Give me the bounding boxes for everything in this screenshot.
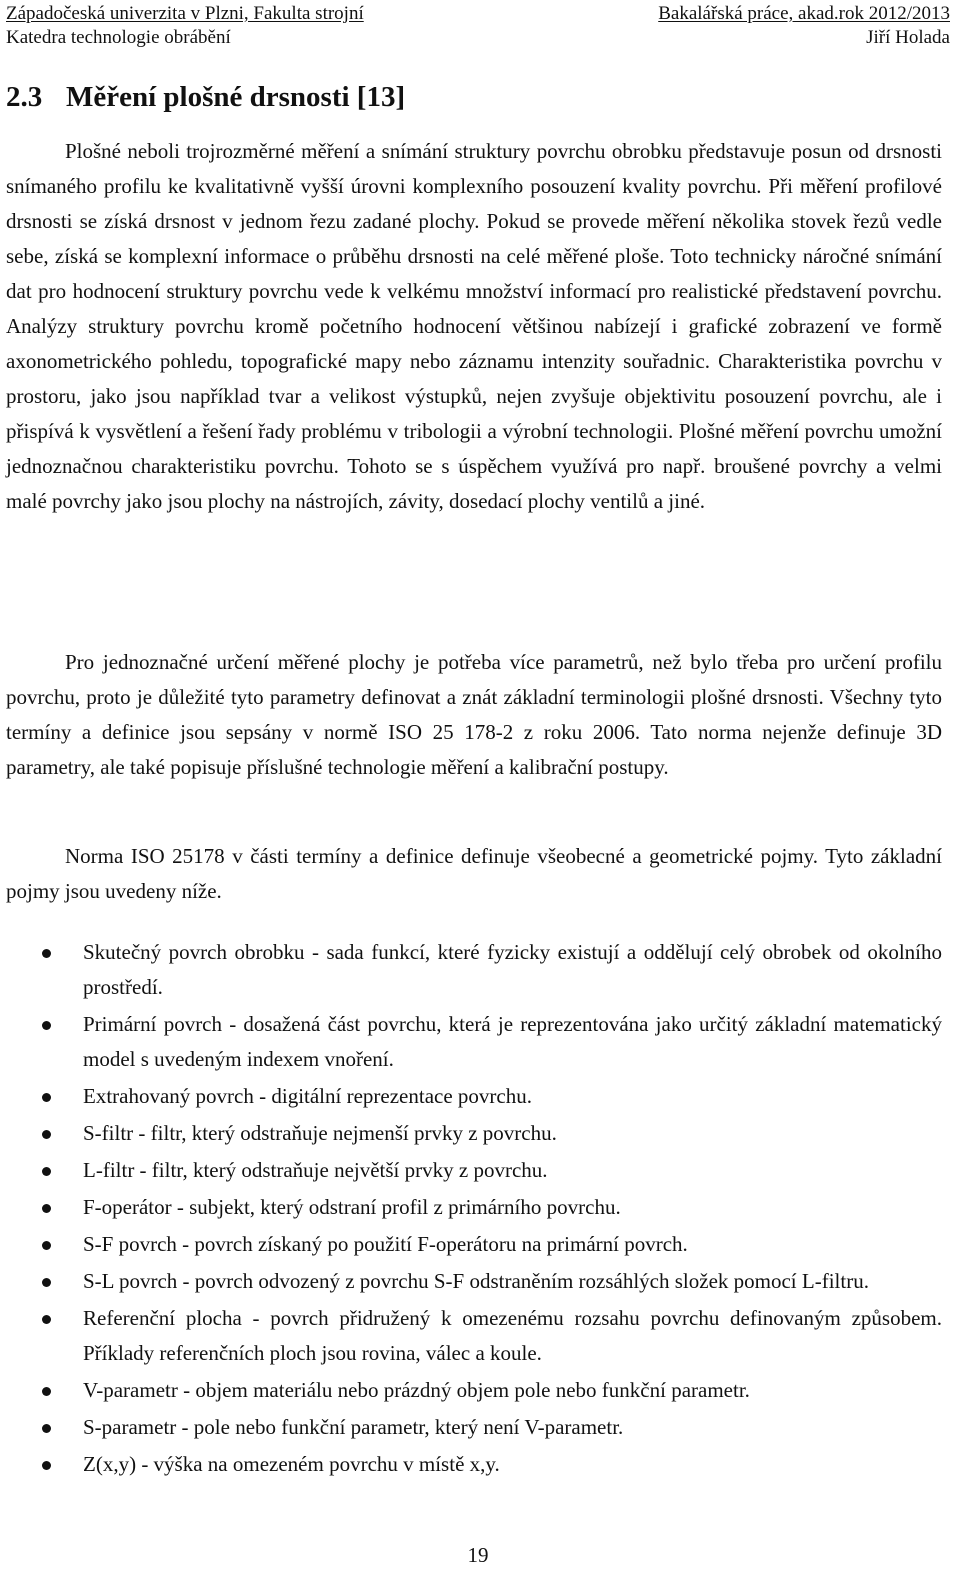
definitions-list [6, 935, 942, 1484]
list-item-text: Referenční plocha - povrch přidružený k omezenému rozsahu povrchu definovaným způsobem. Příklady referenčních ploch jsou rovina, válec a koule. [83, 1306, 942, 1365]
list-item [6, 1410, 942, 1445]
list-item-text: Z(x,y) - výška na omezeném povrchu v místě x,y. [83, 1452, 500, 1476]
bullet-icon [42, 1424, 51, 1433]
list-item [6, 1373, 942, 1408]
list-item-text: Skutečný povrch obrobku - sada funkcí, které fyzicky existují a oddělují celý obrobek od okolního prostředí. [83, 940, 942, 999]
list-item [6, 1079, 942, 1114]
list-item-text: S-F povrch - povrch získaný po použití F-operátoru na primární povrch. [83, 1232, 688, 1256]
list-item [6, 1116, 942, 1151]
page-header [6, 2, 950, 50]
header-row-top [6, 2, 950, 26]
header-department: Katedra technologie obrábění [6, 27, 231, 48]
page-number: 19 [467, 1543, 489, 1567]
header-row-bottom [6, 26, 950, 50]
header-university: Západočeská univerzita v Plzni, Fakulta strojní [6, 3, 364, 24]
bullet-icon [42, 1278, 51, 1287]
list-item-text: L-filtr - filtr, který odstraňuje největší prvky z povrchu. [83, 1158, 548, 1182]
bullet-icon [42, 1093, 51, 1102]
bullet-icon [42, 1241, 51, 1250]
list-item-text: Primární povrch - dosažená část povrchu, která je reprezentována jako určitý základní matematický model s uvedeným indexem vnoření. [83, 1012, 942, 1071]
section-number: 2.3 [6, 81, 43, 113]
list-item [6, 1007, 942, 1077]
header-author: Jiří Holada [866, 27, 950, 48]
section-title: Měření plošné drsnosti [13] [66, 81, 406, 113]
paragraph: Plošné neboli trojrozměrné měření a snímání struktury povrchu obrobku představuje posun od drsnosti snímaného profilu ke kvalitativně vyšší úrovni komplexního posouzení kvality povrchu. Při měření profilové drsnosti se získá drsnost v jednom řezu zadané plochy. Pokud se provede měření několika stovek řezů vedle sebe, získá se komplexní informace o průběhu drsnosti na celé měřené ploše. Toto technicky náročné snímání dat pro hodnocení struktury povrchu vede k velkému množství informací pro realistické představení povrchu. Analýzy struktury povrchu kromě početního hodnocení většinou nabízejí i grafické zobrazení ve formě axonometrického pohledu, topografické mapy nebo záznamu intenzity souřadnic. Charakteristika povrchu v prostoru, jako jsou například tvar a velikost výstupků, nejen zvyšuje objektivitu posouzení povrchu, ale i přispívá k vysvětlení a řešení řady problému v tribologii a výrobní technologii. Plošné měření povrchu umožní jednoznačnou charakteristiku povrchu. Tohoto se s úspěchem využívá pro např. broušené povrchy a velmi malé povrchy jako jsou plochy na nástrojích, závity, dosedací plochy ventilů a jiné. [6, 139, 942, 513]
list-item-text: F-operátor - subjekt, který odstraní profil z primárního povrchu. [83, 1195, 621, 1219]
bullet-icon [42, 1021, 51, 1030]
list-item [6, 1447, 942, 1482]
list-item-text: S-L povrch - povrch odvozený z povrchu S-F odstraněním rozsáhlých složek pomocí L-filtru. [83, 1269, 869, 1293]
list-item [6, 1301, 942, 1371]
list-item-text: S-parametr - pole nebo funkční parametr, který není V-parametr. [83, 1415, 624, 1439]
list-item [6, 1190, 942, 1225]
list-item-text: V-parametr - objem materiálu nebo prázdný objem pole nebo funkční parametr. [83, 1378, 750, 1402]
bullet-icon [42, 1315, 51, 1324]
list-item [6, 935, 942, 1005]
document-page [6, 0, 950, 1590]
bullet-icon [42, 1461, 51, 1470]
paragraph: Norma ISO 25178 v části termíny a definice definuje všeobecné a geometrické pojmy. Tyto základní pojmy jsou uvedeny níže. [6, 844, 942, 903]
paragraph-block-2 [6, 645, 942, 785]
list-item [6, 1153, 942, 1188]
paragraph: Pro jednoznačné určení měřené plochy je potřeba více parametrů, než bylo třeba pro určení profilu povrchu, proto je důležité tyto parametry definovat a znát základní terminologii plošné drsnosti. Všechny tyto termíny a definice jsou sepsány v normě ISO 25 178-2 z roku 2006. Tato norma nejenže definuje 3D parametry, ale také popisuje příslušné technologie měření a kalibrační postupy. [6, 650, 942, 779]
list-item [6, 1227, 942, 1262]
paragraph-block-1 [6, 134, 942, 519]
paragraph-block-3 [6, 839, 942, 909]
list-item-text: S-filtr - filtr, který odstraňuje nejmenší prvky z povrchu. [83, 1121, 557, 1145]
list-item [6, 1264, 942, 1299]
bullet-icon [42, 949, 51, 958]
bullet-icon [42, 1130, 51, 1139]
section-heading [6, 78, 405, 116]
list-item-text: Extrahovaný povrch - digitální reprezentace povrchu. [83, 1084, 532, 1108]
bullet-icon [42, 1387, 51, 1396]
bullet-icon [42, 1204, 51, 1213]
header-thesis-info: Bakalářská práce, akad.rok 2012/2013 [658, 3, 950, 24]
bullet-icon [42, 1167, 51, 1176]
